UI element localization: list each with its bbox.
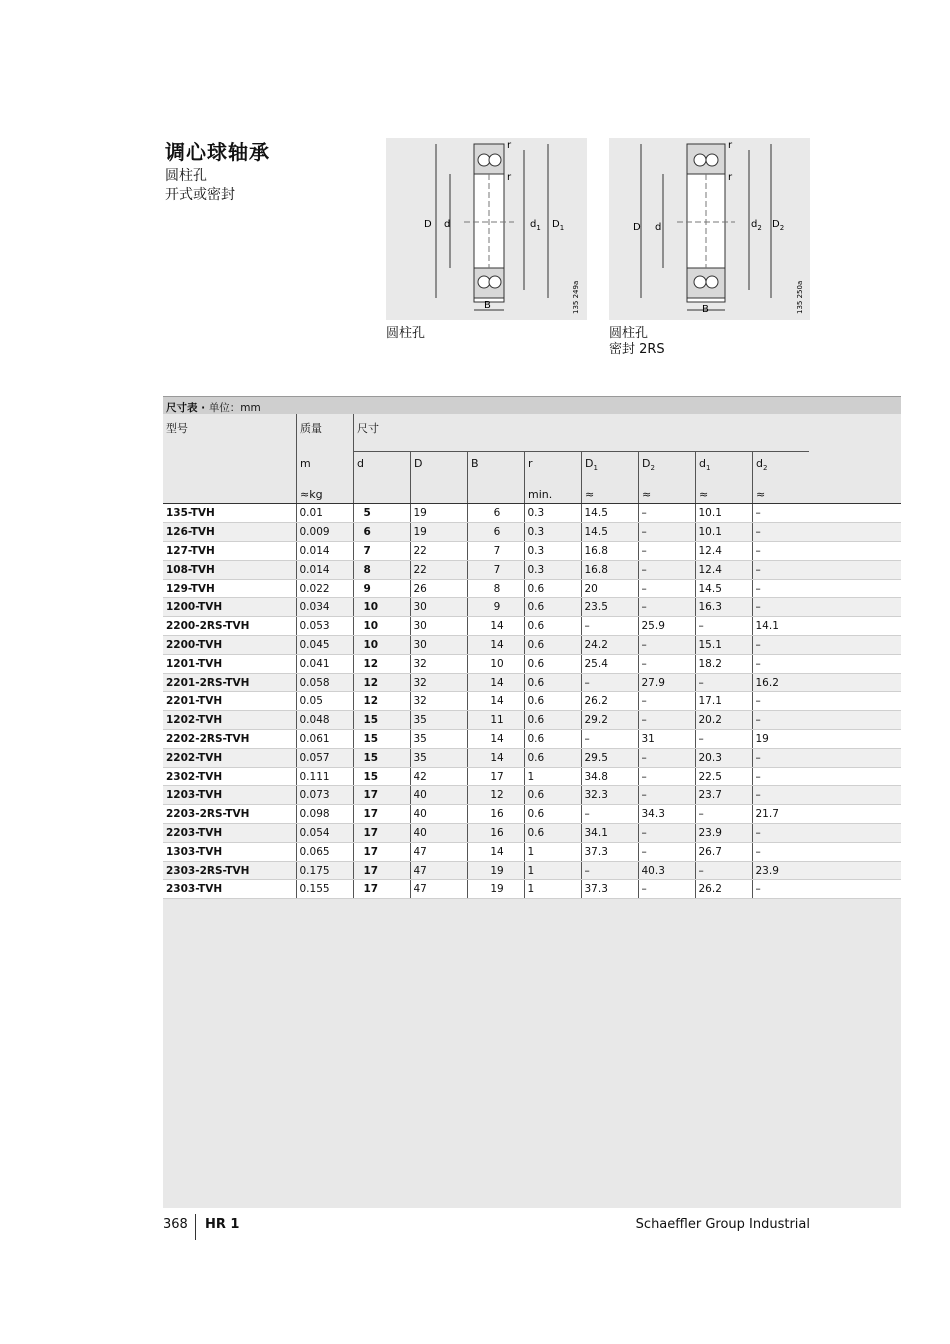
value-cell: 10 <box>467 654 524 673</box>
value-cell: 15 <box>353 767 410 786</box>
svg-text:D1 <box>552 219 564 232</box>
label-D: D <box>424 219 432 230</box>
value-cell: 0.6 <box>524 636 581 655</box>
value-cell: – <box>695 617 752 636</box>
value-cell: 19 <box>467 880 524 899</box>
value-cell: 0.6 <box>524 805 581 824</box>
value-cell: – <box>638 636 695 655</box>
value-cell: 17 <box>353 861 410 880</box>
value-cell: – <box>752 880 901 899</box>
designation-cell: 2201-TVH <box>163 692 296 711</box>
value-cell: 15 <box>353 711 410 730</box>
svg-text:d1 <box>530 219 541 232</box>
value-cell: 29.5 <box>581 748 638 767</box>
table-row <box>163 842 901 861</box>
value-cell: 8 <box>467 579 524 598</box>
value-cell: – <box>752 767 901 786</box>
value-cell: 14 <box>467 673 524 692</box>
table-row <box>163 673 901 692</box>
value-cell: 0.6 <box>524 730 581 749</box>
value-cell: 0.022 <box>296 579 353 598</box>
value-cell: 20 <box>581 579 638 598</box>
value-cell: 40 <box>410 805 467 824</box>
value-cell: 0.6 <box>524 673 581 692</box>
value-cell: 0.6 <box>524 786 581 805</box>
figure-caption-line-1: 圆柱孔 <box>386 326 426 341</box>
value-cell: 0.111 <box>296 767 353 786</box>
value-cell: – <box>638 711 695 730</box>
table-caption-label: 尺寸表 · <box>166 402 209 414</box>
value-cell: 21.7 <box>752 805 901 824</box>
value-cell: – <box>638 542 695 561</box>
value-cell: 19 <box>467 861 524 880</box>
value-cell: 11 <box>467 711 524 730</box>
page-subtitle <box>165 167 235 205</box>
value-cell: 8 <box>353 560 410 579</box>
value-cell: 12 <box>353 654 410 673</box>
header-D2: $D_2$ <box>642 457 655 473</box>
designation-cell: 1303-TVH <box>163 842 296 861</box>
value-cell: – <box>638 504 695 523</box>
data-table <box>163 504 901 899</box>
value-cell: 1 <box>524 842 581 861</box>
value-cell: 0.05 <box>296 692 353 711</box>
label-D1-sub: 1 <box>559 224 565 232</box>
table-row <box>163 711 901 730</box>
value-cell: 1 <box>524 861 581 880</box>
value-cell: 0.014 <box>296 542 353 561</box>
value-cell: 35 <box>410 730 467 749</box>
value-cell: 29.2 <box>581 711 638 730</box>
figure-caption-line-2: 密封 2RS <box>609 342 665 357</box>
table-row <box>163 598 901 617</box>
page-number: 368 <box>163 1217 188 1232</box>
table-caption <box>163 396 901 414</box>
value-cell: – <box>752 579 901 598</box>
value-cell: – <box>752 654 901 673</box>
value-cell: 14 <box>467 692 524 711</box>
value-cell: 14 <box>467 748 524 767</box>
table-row <box>163 617 901 636</box>
value-cell: – <box>752 692 901 711</box>
label-r-inner: r <box>507 172 512 183</box>
value-cell: 40 <box>410 786 467 805</box>
value-cell: 0.6 <box>524 579 581 598</box>
value-cell: 34.1 <box>581 824 638 843</box>
value-cell: – <box>752 598 901 617</box>
value-cell: 14 <box>467 617 524 636</box>
value-cell: 20.2 <box>695 711 752 730</box>
value-cell: 25.9 <box>638 617 695 636</box>
value-cell: 0.098 <box>296 805 353 824</box>
designation-cell: 2303-2RS-TVH <box>163 861 296 880</box>
table-caption-unit: 单位：mm <box>208 402 261 414</box>
value-cell: – <box>638 560 695 579</box>
value-cell: 6 <box>353 523 410 542</box>
value-cell: 6 <box>467 523 524 542</box>
drawing-code: 135 249a <box>572 280 580 314</box>
label-D: D <box>633 222 641 233</box>
value-cell: 14 <box>467 730 524 749</box>
value-cell: 0.6 <box>524 824 581 843</box>
value-cell: 14.5 <box>581 523 638 542</box>
value-cell: 6 <box>467 504 524 523</box>
designation-cell: 1200-TVH <box>163 598 296 617</box>
value-cell: 1 <box>524 880 581 899</box>
dimension-table <box>163 396 901 1208</box>
value-cell: 0.175 <box>296 861 353 880</box>
value-cell: 23.5 <box>581 598 638 617</box>
value-cell: 23.7 <box>695 786 752 805</box>
value-cell: 0.057 <box>296 748 353 767</box>
designation-cell: 2201-2RS-TVH <box>163 673 296 692</box>
designation-cell: 127-TVH <box>163 542 296 561</box>
table-row <box>163 542 901 561</box>
value-cell: 7 <box>467 560 524 579</box>
value-cell: 24.2 <box>581 636 638 655</box>
value-cell: 16 <box>467 805 524 824</box>
value-cell: – <box>638 579 695 598</box>
value-cell: 34.8 <box>581 767 638 786</box>
value-cell: – <box>752 504 901 523</box>
value-cell: 0.041 <box>296 654 353 673</box>
value-cell: 0.3 <box>524 542 581 561</box>
value-cell: – <box>638 523 695 542</box>
value-cell: 0.6 <box>524 617 581 636</box>
designation-cell: 2202-2RS-TVH <box>163 730 296 749</box>
value-cell: 32 <box>410 654 467 673</box>
value-cell: 0.3 <box>524 504 581 523</box>
value-cell: 10.1 <box>695 523 752 542</box>
value-cell: – <box>638 692 695 711</box>
value-cell: 16.2 <box>752 673 901 692</box>
value-cell: – <box>695 861 752 880</box>
value-cell: – <box>695 730 752 749</box>
value-cell: 31 <box>638 730 695 749</box>
value-cell: 20.3 <box>695 748 752 767</box>
header-D: D <box>414 457 423 470</box>
value-cell: 0.053 <box>296 617 353 636</box>
value-cell: 16.3 <box>695 598 752 617</box>
value-cell: 26.2 <box>695 880 752 899</box>
header-d2: $d_2$ <box>756 457 768 473</box>
header-D2-approx: ≈ <box>642 488 652 501</box>
label-d: d <box>444 219 451 230</box>
drawing-code: 135 250a <box>796 280 804 314</box>
value-cell: 5 <box>353 504 410 523</box>
value-cell: 0.034 <box>296 598 353 617</box>
value-cell: 10.1 <box>695 504 752 523</box>
value-cell: – <box>638 748 695 767</box>
value-cell: 47 <box>410 880 467 899</box>
label-d1: d <box>530 219 537 230</box>
value-cell: 14.1 <box>752 617 901 636</box>
subtitle-line-2: 开式或密封 <box>165 187 235 203</box>
header-B: B <box>471 457 479 470</box>
designation-cell: 2303-TVH <box>163 880 296 899</box>
value-cell: – <box>752 748 901 767</box>
value-cell: – <box>695 673 752 692</box>
value-cell: 34.3 <box>638 805 695 824</box>
value-cell: 17 <box>353 880 410 899</box>
header-d1: $d_1$ <box>699 457 711 473</box>
value-cell: 0.058 <box>296 673 353 692</box>
table-row <box>163 786 901 805</box>
value-cell: 26 <box>410 579 467 598</box>
table-row <box>163 654 901 673</box>
table-row <box>163 767 901 786</box>
bearing-drawing-open <box>386 138 587 320</box>
value-cell: 30 <box>410 636 467 655</box>
value-cell: 16.8 <box>581 560 638 579</box>
designation-cell: 2203-2RS-TVH <box>163 805 296 824</box>
value-cell: 26.7 <box>695 842 752 861</box>
svg-text:D2 <box>772 219 784 232</box>
designation-cell: 2302-TVH <box>163 767 296 786</box>
designation-cell: 2200-TVH <box>163 636 296 655</box>
value-cell: 12.4 <box>695 542 752 561</box>
table-row <box>163 692 901 711</box>
footer-divider <box>195 1214 196 1240</box>
value-cell: 9 <box>353 579 410 598</box>
label-D1: D <box>552 219 560 230</box>
value-cell: – <box>695 805 752 824</box>
header-dimensions: 尺寸 <box>357 422 379 435</box>
value-cell: – <box>581 805 638 824</box>
label-B: B <box>702 304 709 315</box>
header-d2-approx: ≈ <box>756 488 766 501</box>
value-cell: – <box>581 617 638 636</box>
value-cell: 0.061 <box>296 730 353 749</box>
table-row <box>163 880 901 899</box>
figure-caption-line-1: 圆柱孔 <box>609 326 649 341</box>
value-cell: 12 <box>353 673 410 692</box>
value-cell: – <box>752 560 901 579</box>
value-cell: 7 <box>467 542 524 561</box>
value-cell: 0.073 <box>296 786 353 805</box>
value-cell: 22 <box>410 560 467 579</box>
label-B: B <box>484 300 491 311</box>
table-row <box>163 636 901 655</box>
value-cell: 12 <box>467 786 524 805</box>
page-title: 调心球轴承 <box>165 140 270 164</box>
value-cell: 32.3 <box>581 786 638 805</box>
value-cell: – <box>581 730 638 749</box>
value-cell: 17 <box>353 842 410 861</box>
designation-cell: 108-TVH <box>163 560 296 579</box>
value-cell: 26.2 <box>581 692 638 711</box>
value-cell: 37.3 <box>581 842 638 861</box>
figure-caption-open <box>386 326 425 342</box>
value-cell: 19 <box>410 523 467 542</box>
designation-cell: 135-TVH <box>163 504 296 523</box>
value-cell: 10 <box>353 636 410 655</box>
value-cell: – <box>752 636 901 655</box>
value-cell: – <box>752 542 901 561</box>
value-cell: 23.9 <box>752 861 901 880</box>
value-cell: 10 <box>353 617 410 636</box>
value-cell: 14.5 <box>581 504 638 523</box>
value-cell: 25.4 <box>581 654 638 673</box>
value-cell: 12.4 <box>695 560 752 579</box>
header-D1-approx: ≈ <box>585 488 595 501</box>
value-cell: 17.1 <box>695 692 752 711</box>
header-m: m <box>300 457 311 470</box>
value-cell: – <box>638 654 695 673</box>
table-row <box>163 748 901 767</box>
label-D2-sub: 2 <box>779 224 785 232</box>
header-designation: 型号 <box>166 422 188 435</box>
value-cell: 14 <box>467 842 524 861</box>
value-cell: 0.3 <box>524 560 581 579</box>
value-cell: 18.2 <box>695 654 752 673</box>
value-cell: – <box>581 673 638 692</box>
value-cell: 17 <box>353 805 410 824</box>
value-cell: 7 <box>353 542 410 561</box>
value-cell: 35 <box>410 748 467 767</box>
value-cell: 35 <box>410 711 467 730</box>
value-cell: 40.3 <box>638 861 695 880</box>
value-cell: 0.009 <box>296 523 353 542</box>
value-cell: 23.9 <box>695 824 752 843</box>
publisher: Schaeffler Group Industrial <box>635 1217 810 1232</box>
designation-cell: 126-TVH <box>163 523 296 542</box>
value-cell: 47 <box>410 842 467 861</box>
value-cell: 17 <box>353 824 410 843</box>
value-cell: – <box>638 880 695 899</box>
value-cell: 14.5 <box>695 579 752 598</box>
value-cell: 10 <box>353 598 410 617</box>
table-row <box>163 824 901 843</box>
label-r-inner: r <box>728 172 733 183</box>
label-d2-sub: 2 <box>757 224 762 232</box>
value-cell: – <box>752 523 901 542</box>
designation-cell: 2203-TVH <box>163 824 296 843</box>
value-cell: 17 <box>467 767 524 786</box>
designation-cell: 2200-2RS-TVH <box>163 617 296 636</box>
value-cell: 1 <box>524 767 581 786</box>
header-mass: 质量 <box>300 422 322 435</box>
value-cell: 0.065 <box>296 842 353 861</box>
value-cell: 0.6 <box>524 692 581 711</box>
value-cell: 15.1 <box>695 636 752 655</box>
value-cell: 9 <box>467 598 524 617</box>
value-cell: 0.155 <box>296 880 353 899</box>
value-cell: 0.01 <box>296 504 353 523</box>
value-cell: – <box>581 861 638 880</box>
value-cell: 42 <box>410 767 467 786</box>
value-cell: 40 <box>410 824 467 843</box>
table-row <box>163 523 901 542</box>
value-cell: – <box>752 711 901 730</box>
value-cell: – <box>752 842 901 861</box>
subtitle-line-1: 圆柱孔 <box>165 168 207 184</box>
value-cell: 0.014 <box>296 560 353 579</box>
value-cell: – <box>638 598 695 617</box>
table-row <box>163 805 901 824</box>
table-row <box>163 560 901 579</box>
designation-cell: 129-TVH <box>163 579 296 598</box>
svg-text:d2 <box>751 219 762 232</box>
table-row <box>163 730 901 749</box>
table-row <box>163 504 901 523</box>
figure-caption-sealed <box>609 326 665 358</box>
header-D1: $D_1$ <box>585 457 598 473</box>
header-d: d <box>357 457 364 470</box>
value-cell: 0.045 <box>296 636 353 655</box>
value-cell: 30 <box>410 598 467 617</box>
value-cell: 16 <box>467 824 524 843</box>
value-cell: 17 <box>353 786 410 805</box>
value-cell: 22.5 <box>695 767 752 786</box>
bearing-drawing-sealed <box>609 138 810 320</box>
value-cell: 32 <box>410 692 467 711</box>
value-cell: 0.6 <box>524 654 581 673</box>
value-cell: 19 <box>410 504 467 523</box>
label-d: d <box>655 222 662 233</box>
header-r: r <box>528 457 533 470</box>
value-cell: 22 <box>410 542 467 561</box>
value-cell: 14 <box>467 636 524 655</box>
value-cell: 32 <box>410 673 467 692</box>
label-d1-sub: 1 <box>536 224 541 232</box>
value-cell: 37.3 <box>581 880 638 899</box>
label-D2: D <box>772 219 780 230</box>
value-cell: 19 <box>752 730 901 749</box>
header-r-min: min. <box>528 488 553 501</box>
value-cell: 47 <box>410 861 467 880</box>
value-cell: – <box>752 786 901 805</box>
value-cell: 0.048 <box>296 711 353 730</box>
catalog-code: HR 1 <box>205 1217 240 1232</box>
label-d2: d <box>751 219 758 230</box>
designation-cell: 1203-TVH <box>163 786 296 805</box>
label-r-outer: r <box>728 140 733 151</box>
value-cell: 0.6 <box>524 748 581 767</box>
value-cell: – <box>638 842 695 861</box>
value-cell: 16.8 <box>581 542 638 561</box>
value-cell: – <box>638 824 695 843</box>
value-cell: – <box>752 824 901 843</box>
value-cell: 15 <box>353 748 410 767</box>
value-cell: 30 <box>410 617 467 636</box>
table-row <box>163 579 901 598</box>
value-cell: 0.3 <box>524 523 581 542</box>
designation-cell: 1202-TVH <box>163 711 296 730</box>
value-cell: 0.6 <box>524 711 581 730</box>
designation-cell: 1201-TVH <box>163 654 296 673</box>
value-cell: 12 <box>353 692 410 711</box>
label-r-outer: r <box>507 140 512 151</box>
table-row <box>163 861 901 880</box>
value-cell: 0.6 <box>524 598 581 617</box>
designation-cell: 2202-TVH <box>163 748 296 767</box>
table-header <box>163 414 901 504</box>
value-cell: – <box>638 767 695 786</box>
header-d1-approx: ≈ <box>699 488 709 501</box>
value-cell: 15 <box>353 730 410 749</box>
value-cell: 27.9 <box>638 673 695 692</box>
value-cell: – <box>638 786 695 805</box>
value-cell: 0.054 <box>296 824 353 843</box>
header-kg: ≈kg <box>300 488 323 501</box>
